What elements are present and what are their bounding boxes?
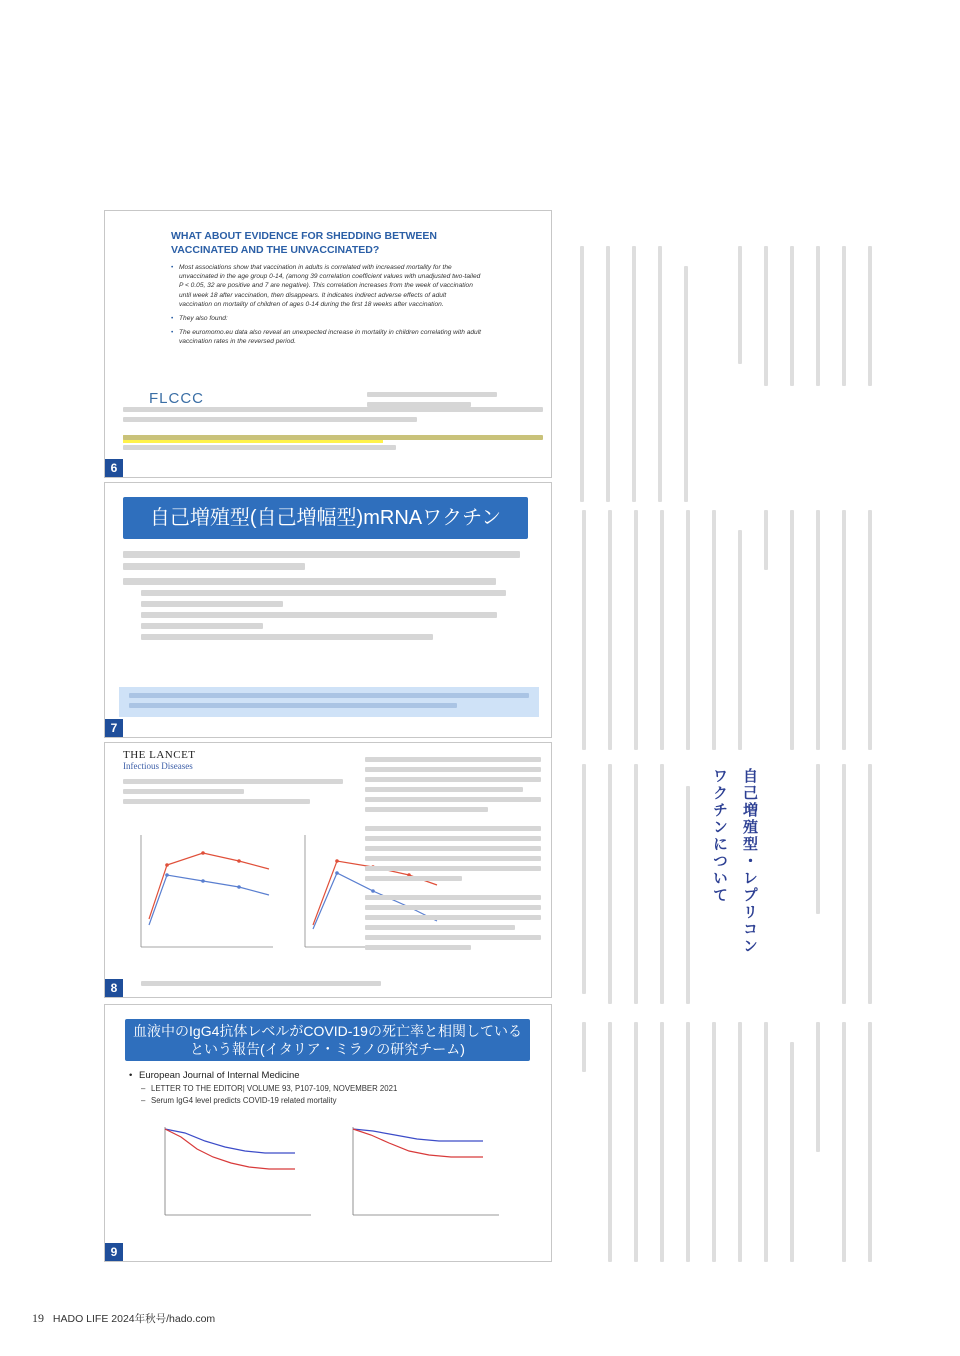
slide-9-title	[125, 1019, 530, 1061]
slide-number: 9	[105, 1243, 123, 1261]
page-footer	[32, 1312, 215, 1325]
slide-9-title-line1: 血液中のIgG4抗体レベルがCOVID-19の死亡率と相関している	[133, 1023, 522, 1039]
slide-9-bullets	[129, 1069, 529, 1107]
flccc-logo: FLCCC	[149, 390, 205, 407]
slide-6-bullets	[171, 263, 481, 352]
section-heading	[710, 768, 760, 955]
list-item: – Serum IgG4 level predicts COVID-19 related mortality	[129, 1095, 529, 1107]
slide-6	[104, 210, 552, 478]
article-title	[123, 779, 343, 809]
list-item: • Most associations show that vaccination in adults is correlated with increased mortality for the unvaccinated in the age group 0-14, (among 39 correlation coefficient values with unadjusted two-tailed P < 0.05, 32 are positive and 7 are negative). This correlation increases from the week of vaccination until week 18 after vaccination, then disappears. It indicates indirect adverse effects of adult vaccination on mortality of children of ages 0-14 during the first 18 weeks after vaccination.	[171, 263, 481, 309]
slide-6-title: WHAT ABOUT EVIDENCE FOR SHEDDING BETWEEN VACCINATED AND THE UNVACCINATED?	[171, 230, 438, 256]
footer-text: HADO LIFE 2024年秋号/hado.com	[52, 1313, 216, 1325]
slide-6-caption	[123, 407, 543, 427]
slide-8-notes	[365, 757, 541, 955]
slide-9-title-line2: という報告(イタリア・ミラノの研究チーム)	[190, 1041, 465, 1057]
list-item: • The euromomo.eu data also reveal an unexpected increase in mortality in children correlating with adult vaccination rates in the reversed period.	[171, 328, 481, 346]
list-item: • European Journal of Internal Medicine	[129, 1069, 529, 1083]
list-item: – LETTER TO THE EDITOR| VOLUME 93, P107-109, NOVEMBER 2021	[129, 1083, 529, 1095]
figure-caption	[141, 981, 381, 991]
slide-8	[104, 742, 552, 998]
slide-7-bullets	[123, 551, 528, 645]
journal-subtitle: Infectious Diseases	[123, 761, 193, 771]
slide-7	[104, 482, 552, 738]
slide-number: 6	[105, 459, 123, 477]
survival-chart-left	[145, 1123, 315, 1253]
slide-number: 8	[105, 979, 123, 997]
section-heading-line1: 自己増殖型・レプリコン	[741, 768, 759, 955]
slide-number: 7	[105, 719, 123, 737]
slide-7-title: 自己増殖型(自己増幅型)mRNAワクチン	[123, 497, 528, 539]
section-heading-line2: ワクチンについて	[711, 768, 729, 904]
slide-6-highlight	[123, 435, 543, 453]
list-item: • They also found:	[171, 314, 481, 323]
slide-7-note	[119, 687, 539, 717]
survival-chart-right	[333, 1123, 503, 1253]
slide-9	[104, 1004, 552, 1262]
article-body	[572, 246, 884, 1262]
journal-name: THE LANCET	[123, 749, 196, 761]
page-number: 19	[32, 1311, 44, 1325]
